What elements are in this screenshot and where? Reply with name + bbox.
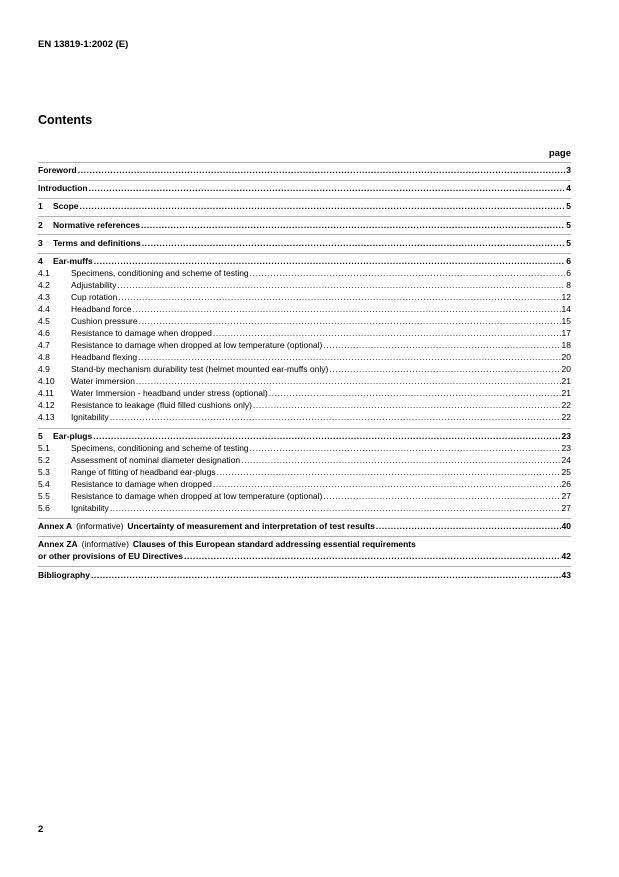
toc-entry-title: Water Immersion - headband under stress (optional) xyxy=(71,388,268,398)
toc-leader-dots xyxy=(89,183,566,194)
toc-entry-number: 5.2 xyxy=(38,455,50,465)
toc-entry-number: 4.6 xyxy=(38,328,50,338)
toc-entry-ear-muffs[interactable] xyxy=(38,256,571,267)
toc-leader-dots xyxy=(133,304,561,315)
toc-entry-title: Resistance to damage when dropped xyxy=(71,328,212,338)
toc-subentry[interactable] xyxy=(38,388,571,399)
toc-entry-title: Resistance to damage when dropped at low temperature (optional) xyxy=(71,340,323,350)
toc-leader-dots xyxy=(136,376,561,387)
toc-entry-title: Resistance to damage when dropped at low temperature (optional) xyxy=(71,491,323,501)
toc-subentry[interactable] xyxy=(38,316,571,327)
toc-entry-bibliography[interactable] xyxy=(38,570,571,581)
toc-leader-dots xyxy=(323,340,560,351)
toc-entry-number: 4.5 xyxy=(38,316,50,326)
toc-entry-page: 4 xyxy=(566,183,571,193)
toc-leader-dots xyxy=(329,364,560,375)
toc-entry-number: 1 xyxy=(38,201,43,211)
toc-entry-terms-and-definitions[interactable] xyxy=(38,238,571,249)
toc-entry-title: Stand-by mechanism durability test (helmet mounted ear-muffs only) xyxy=(71,364,329,374)
toc-separator xyxy=(38,234,571,235)
toc-subentry[interactable] xyxy=(38,491,571,502)
toc-separator xyxy=(38,180,571,181)
toc-leader-dots xyxy=(323,491,560,502)
toc-leader-dots xyxy=(94,256,566,267)
toc-entry-title: Scope xyxy=(53,201,79,211)
toc-entry-title: Ignitability xyxy=(71,503,109,513)
toc-entry-number: 4.13 xyxy=(38,412,55,422)
toc-subentry[interactable] xyxy=(38,280,571,291)
toc-subentry[interactable] xyxy=(38,376,571,387)
toc-entry-introduction[interactable] xyxy=(38,183,571,194)
toc-subentry[interactable] xyxy=(38,352,571,363)
toc-entry-page: 23 xyxy=(561,443,571,453)
toc-leader-dots xyxy=(213,479,561,490)
toc-leader-dots xyxy=(142,238,566,249)
toc-entry-title: Clauses of this European standard addressing essential requirements xyxy=(132,539,416,549)
toc-entry-ear-plugs[interactable] xyxy=(38,431,571,442)
toc-entry-number: 4 xyxy=(38,256,43,266)
toc-entry-title: Resistance to damage when dropped xyxy=(71,479,212,489)
toc-leader-dots xyxy=(78,165,566,176)
toc-entry-title: Range of fitting of headband ear-plugs xyxy=(71,467,216,477)
toc-entry-number: 5.3 xyxy=(38,467,50,477)
contents-title: Contents xyxy=(38,113,93,127)
toc-entry-title: Headband force xyxy=(71,304,132,314)
toc-separator xyxy=(38,216,571,217)
toc-entry-number: 5.4 xyxy=(38,479,50,489)
toc-entry-number: 4.1 xyxy=(38,268,50,278)
toc-leader-dots xyxy=(141,220,565,231)
toc-leader-dots xyxy=(139,316,561,327)
toc-subentry[interactable] xyxy=(38,340,571,351)
toc-entry-title: Specimens, conditioning and scheme of testing xyxy=(71,268,249,278)
toc-entry-annex-za-line1[interactable] xyxy=(38,539,571,550)
toc-entry-page: 20 xyxy=(561,364,571,374)
toc-entry-number: 4.2 xyxy=(38,280,50,290)
toc-entry-number: 5.6 xyxy=(38,503,50,513)
toc-subentry[interactable] xyxy=(38,292,571,303)
toc-leader-dots xyxy=(241,455,560,466)
toc-subentry[interactable] xyxy=(38,400,571,411)
toc-leader-dots xyxy=(91,570,561,581)
toc-separator xyxy=(38,566,571,567)
toc-separator xyxy=(38,518,571,519)
toc-entry-title: Ear-muffs xyxy=(53,256,93,266)
toc-separator xyxy=(38,536,571,537)
toc-leader-dots xyxy=(118,292,560,303)
toc-leader-dots xyxy=(93,431,560,442)
toc-entry-title: Adjustability xyxy=(71,280,117,290)
toc-separator xyxy=(38,253,571,254)
toc-entry-page: 5 xyxy=(566,220,571,230)
toc-entry-page: 5 xyxy=(566,201,571,211)
toc-entry-number: 2 xyxy=(38,220,43,230)
toc-entry-title: Specimens, conditioning and scheme of testing xyxy=(71,443,249,453)
toc-entry-page: 27 xyxy=(561,503,571,513)
toc-entry-page: 3 xyxy=(566,165,571,175)
toc-leader-dots xyxy=(376,521,561,532)
toc-subentry[interactable] xyxy=(38,455,571,466)
toc-entry-page: 8 xyxy=(566,280,571,290)
toc-entry-number: 4.8 xyxy=(38,352,50,362)
toc-entry-page: 15 xyxy=(561,316,571,326)
toc-entry-number: 3 xyxy=(38,238,43,248)
page-column-label: page xyxy=(548,148,571,159)
toc-entry-page: 18 xyxy=(561,340,571,350)
toc-subentry[interactable] xyxy=(38,364,571,375)
toc-leader-dots xyxy=(184,551,561,562)
page-number: 2 xyxy=(38,824,44,835)
toc-entry-number: 4.7 xyxy=(38,340,50,350)
toc-entry-page: 6 xyxy=(566,256,571,266)
annex-label: Annex A xyxy=(38,521,73,531)
toc-entry-normative-references[interactable] xyxy=(38,220,571,231)
toc-entry-number: 4.11 xyxy=(38,388,54,398)
toc-entry-page: 12 xyxy=(561,292,571,302)
toc-leader-dots xyxy=(80,201,566,212)
toc-entry-annex-a[interactable] xyxy=(38,521,571,532)
toc-entry-page: 43 xyxy=(561,570,571,580)
toc-entry-page: 25 xyxy=(561,467,571,477)
toc-subentry[interactable] xyxy=(38,467,571,478)
toc-subentry[interactable] xyxy=(38,328,571,339)
toc-entry-page: 22 xyxy=(561,400,571,410)
toc-entry-title-continued: or other provisions of EU Directives xyxy=(38,551,184,561)
toc-entry-number: 4.10 xyxy=(38,376,55,386)
toc-entry-number: 4.3 xyxy=(38,292,50,302)
toc-entry-page: 17 xyxy=(561,328,571,338)
toc-subentry[interactable] xyxy=(38,412,571,423)
toc-entry-title: Bibliography xyxy=(38,570,90,580)
toc-entry-title: Water immersion xyxy=(71,376,135,386)
toc-entry-page: 40 xyxy=(561,521,571,531)
annex-tag: (informative) xyxy=(81,539,129,549)
toc-entry-foreword[interactable] xyxy=(38,165,571,176)
toc-entry-number: 4.4 xyxy=(38,304,50,314)
toc-leader-dots xyxy=(250,443,561,454)
toc-entry-scope[interactable] xyxy=(38,201,571,212)
toc-entry-title: Cushion pressure xyxy=(71,316,138,326)
toc-entry-number: 5.1 xyxy=(38,443,50,453)
toc-entry-page: 14 xyxy=(561,304,571,314)
toc-entry-title: Ear-plugs xyxy=(53,431,93,441)
toc-separator xyxy=(38,198,571,199)
toc-entry-title: Normative references xyxy=(53,220,140,230)
toc-entry-title: Cup rotation xyxy=(71,292,118,302)
toc-entry-page: 42 xyxy=(561,551,571,561)
toc-entry-number: 5.5 xyxy=(38,491,50,501)
toc-subentry[interactable] xyxy=(38,503,571,514)
toc-entry-page: 6 xyxy=(566,268,571,278)
annex-tag: (informative) xyxy=(76,521,124,531)
toc-leader-dots xyxy=(253,400,561,411)
toc-entry-number: 5 xyxy=(38,431,43,441)
toc-leader-dots xyxy=(110,503,561,514)
toc-leader-dots xyxy=(110,412,561,423)
toc-entry-page: 22 xyxy=(561,412,571,422)
toc-entry-title: Introduction xyxy=(38,183,88,193)
toc-subentry[interactable] xyxy=(38,268,571,279)
toc-entry-title: Ignitability xyxy=(71,412,109,422)
toc-leader-dots xyxy=(269,388,561,399)
toc-entry-page: 20 xyxy=(561,352,571,362)
toc-leader-dots xyxy=(217,467,561,478)
toc-entry-page: 27 xyxy=(561,491,571,501)
toc-entry-title: Terms and definitions xyxy=(53,238,141,248)
annex-label: Annex ZA xyxy=(38,539,78,549)
toc-subentry[interactable] xyxy=(38,304,571,315)
document-id: EN 13819-1:2002 (E) xyxy=(38,39,129,50)
toc-entry-page: 26 xyxy=(561,479,571,489)
toc-leader-dots xyxy=(117,280,565,291)
toc-subentry[interactable] xyxy=(38,443,571,454)
toc-subentry[interactable] xyxy=(38,479,571,490)
toc-entry-page: 21 xyxy=(561,376,571,386)
toc-entry-title: Resistance to leakage (fluid filled cushions only) xyxy=(71,400,252,410)
toc-entry-annex-za-line2[interactable] xyxy=(38,551,571,562)
toc-entry-page: 5 xyxy=(566,238,571,248)
toc-entry-page: 23 xyxy=(561,431,571,441)
toc-entry-number: 4.9 xyxy=(38,364,50,374)
toc-separator xyxy=(38,162,571,163)
toc-leader-dots xyxy=(250,268,566,279)
toc-entry-page: 24 xyxy=(561,455,571,465)
toc-leader-dots xyxy=(138,352,560,363)
toc-separator xyxy=(38,428,571,429)
toc-entry-title: Foreword xyxy=(38,165,77,175)
toc-entry-page: 21 xyxy=(561,388,571,398)
toc-entry-title: Headband flexing xyxy=(71,352,138,362)
toc-leader-dots xyxy=(213,328,561,339)
toc-entry-number: 4.12 xyxy=(38,400,55,410)
toc-entry-title: Uncertainty of measurement and interpretation of test results xyxy=(127,521,375,531)
toc-entry-title: Assessment of nominal diameter designation xyxy=(71,455,241,465)
table-of-contents xyxy=(38,0,571,877)
